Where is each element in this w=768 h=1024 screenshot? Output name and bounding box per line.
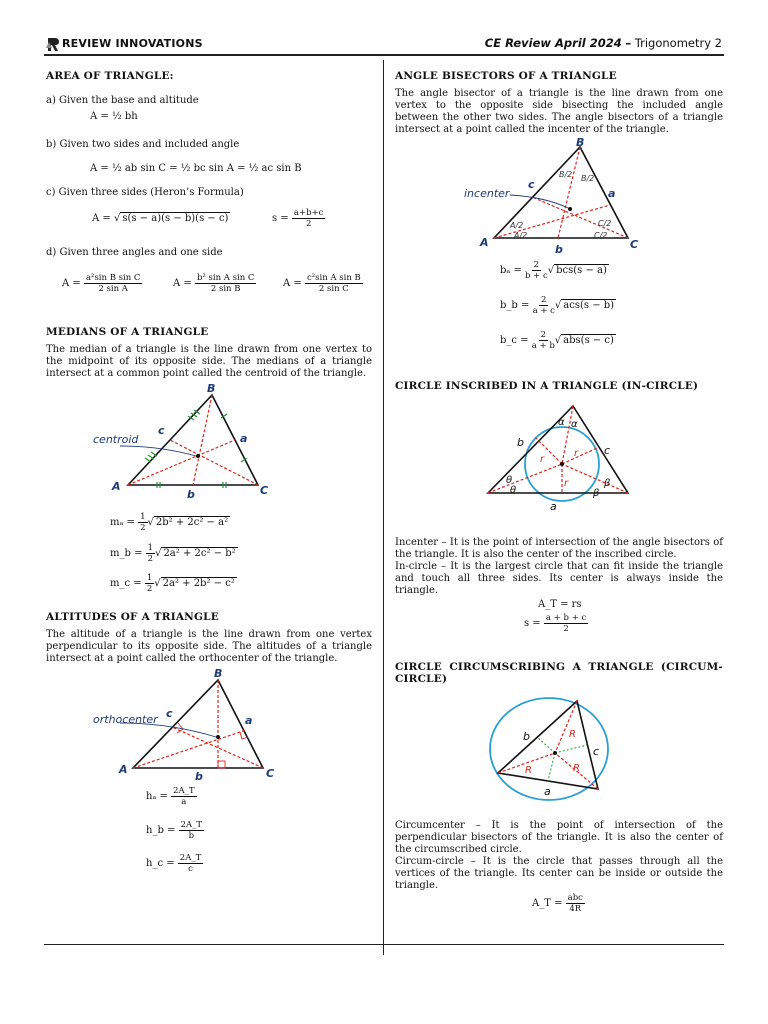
incircle-s-den: 2 xyxy=(563,624,569,634)
hc-num: 2A_T xyxy=(179,853,202,863)
median-b-formula: m_b = $\frac{1}{2}$ √ 2a² + 2c² − b² xyxy=(110,543,236,564)
alpha-left: α xyxy=(558,417,565,428)
area-a-formula: A = ½ bh xyxy=(90,111,138,122)
half-angle-a-upper: A/2 xyxy=(510,221,524,230)
d3-den: 2 sin C xyxy=(318,284,349,294)
incircle-s-fraction xyxy=(544,613,588,634)
incircle-diagram xyxy=(480,400,640,515)
circumcircle-definition: Circum-circle – It is the circle that passes through all the vertices of the triangle. Its center can be inside or outside the triangle. xyxy=(395,856,723,891)
s-fraction xyxy=(292,208,326,229)
ha-den: a xyxy=(181,797,187,807)
incircle-side-b: b xyxy=(517,436,524,449)
bis-vertex-b: B xyxy=(576,136,585,149)
course-name: CE Review April 2024 xyxy=(484,36,622,50)
circum-radius-top: R xyxy=(569,729,576,740)
bc-den: a + b xyxy=(531,341,555,351)
median-a-formula: mₐ = $\frac{1}{2}$ √ 2b² + 2c² − a² xyxy=(110,512,229,533)
theta-upper: θ xyxy=(506,475,513,486)
half-angle-b-left: B/2 xyxy=(559,170,573,179)
bc-radicand: abs(s − c) xyxy=(563,335,614,346)
s-num: a+b+c xyxy=(293,208,324,218)
footer-rule xyxy=(44,944,724,945)
ma-lhs: mₐ = xyxy=(110,517,135,528)
hb-fraction xyxy=(179,820,204,841)
header-rule xyxy=(44,54,724,56)
theta-lower: θ xyxy=(510,485,517,496)
circum-area-lhs: A_T = xyxy=(532,898,563,909)
alt-side-c: c xyxy=(166,707,173,720)
area-d2-formula xyxy=(173,273,256,294)
circum-side-a: a xyxy=(544,785,551,798)
mb-lhs: m_b = xyxy=(110,548,143,559)
s-den: 2 xyxy=(305,219,312,229)
d1-lhs: A = xyxy=(62,278,81,289)
bisector-b-formula: b_b = $\frac{2}{a + c}$ √ acs(s − b) xyxy=(500,295,615,316)
incircle-radius-right: r xyxy=(574,448,579,459)
circumcenter-definition: Circumcenter – It is the point of intersection of the perpendicular bisectors of the triangle. It is also the center of the circumscribed circle. xyxy=(395,820,723,855)
side-b: b xyxy=(187,488,195,501)
bb-fraction xyxy=(533,295,555,316)
altitudes-text: The altitude of a triangle is the line drawn from one vertex perpendicular to its opposite side. The altitudes of a triangle intersect at a point called the orthocenter of the triangle. xyxy=(46,629,372,664)
bb-den: a + c xyxy=(532,306,555,316)
area-d1-formula xyxy=(62,273,142,294)
altitude-b-formula xyxy=(146,820,204,841)
d3-num: c²sin A sin B xyxy=(306,273,361,283)
ha-num: 2A_T xyxy=(173,786,195,796)
incenter-label: incenter xyxy=(464,187,510,200)
mc-lhs: m_c = xyxy=(110,578,142,589)
incenter-definition: Incenter – It is the point of intersection of the angle bisectors of the triangle. It is also the center of the inscribed circle. xyxy=(395,537,723,560)
half-angle-b-right: B/2 xyxy=(581,174,595,183)
d3-lhs: A = xyxy=(283,278,302,289)
d1-den: 2 sin A xyxy=(98,284,128,294)
ma-half-num: 1 xyxy=(140,512,146,522)
herons-lhs: A = xyxy=(92,213,111,224)
d2-den: 2 sin B xyxy=(210,284,241,294)
bb-num: 2 xyxy=(541,295,547,305)
mb-half-den: 2 xyxy=(147,554,154,564)
d3-fraction xyxy=(305,273,363,294)
mc-half xyxy=(145,573,154,594)
circumcircle-diagram xyxy=(485,693,615,805)
bis-side-b: b xyxy=(555,243,563,256)
brand-name: REVIEW INNOVATIONS xyxy=(62,37,203,50)
incircle-title: CIRCLE INSCRIBED IN A TRIANGLE (IN-CIRCLE) xyxy=(395,380,699,392)
hb-num: 2A_T xyxy=(180,820,203,830)
medians-text: The median of a triangle is the line drawn from one vertex to the midpoint of its opposite side. The medians of a triangle intersect at a common point called the centroid of the triangle. xyxy=(46,344,372,379)
incircle-side-c: c xyxy=(604,444,611,457)
herons-radicand: s(s − a)(s − b)(s − c) xyxy=(122,213,229,224)
bisector-a-formula: bₐ = $\frac{2}{b + c}$ √ bcs(s − a) xyxy=(500,260,607,281)
bis-side-a: a xyxy=(608,187,616,200)
d2-num: b² sin A sin C xyxy=(196,273,255,283)
half-angle-c-lower: C/2 xyxy=(594,231,608,240)
ba-num: 2 xyxy=(533,260,540,270)
d2-lhs: A = xyxy=(173,278,192,289)
half-angle-a-lower: A/2 xyxy=(514,231,528,240)
alpha-right: α xyxy=(571,419,578,430)
circumcircle-area-formula xyxy=(532,893,585,914)
ma-half-den: 2 xyxy=(140,523,146,533)
hb-lhs: h_b = xyxy=(146,825,176,836)
ba-fraction xyxy=(525,260,548,281)
vertex-c: C xyxy=(260,484,269,497)
hc-den: c xyxy=(188,864,193,874)
d1-fraction xyxy=(84,273,142,294)
bisectors-diagram xyxy=(460,135,650,257)
incircle-s-num: a + b + c xyxy=(545,613,587,623)
incircle-definition: In-circle – It is the largest circle that can fit inside the triangle and touch all three sides. Its center is always inside the triangle. xyxy=(395,561,723,596)
bisectors-text: The angle bisector of a triangle is the line drawn from one vertex to the opposite side bisecting the included angle between the other two sides. The angle bisectors of a triangle intersect at a point called the incenter of the triangle. xyxy=(395,88,723,135)
incircle-radius-bottom: r xyxy=(564,478,569,489)
ma-half xyxy=(138,512,147,533)
d2-fraction xyxy=(195,273,256,294)
ha-fraction xyxy=(171,786,196,807)
centroid-label: centroid xyxy=(93,433,139,446)
altitudes-title: ALTITUDES OF A TRIANGLE xyxy=(46,611,219,623)
incircle-radius-left: r xyxy=(540,454,545,465)
mb-half xyxy=(146,543,155,564)
circum-area-num: abc xyxy=(567,893,583,903)
ba-den: b + c xyxy=(525,271,548,281)
bc-fraction xyxy=(532,330,555,351)
medians-diagram xyxy=(90,380,290,505)
circum-radius-left: R xyxy=(525,765,532,776)
circum-radius-right: R xyxy=(573,763,580,774)
incircle-s-formula xyxy=(524,613,588,634)
bis-side-c: c xyxy=(528,178,535,191)
incircle-side-a: a xyxy=(550,500,557,513)
orthocenter-label: orthocenter xyxy=(93,713,158,726)
incircle-s-lhs: s = xyxy=(524,618,541,629)
area-c-label: c) Given three sides (Heron’s Formula) xyxy=(46,187,244,198)
side-a: a xyxy=(240,432,248,445)
bb-lhs: b_b = xyxy=(500,300,530,311)
bc-lhs: b_c = xyxy=(500,335,529,346)
vertex-b: B xyxy=(207,382,216,395)
bc-num: 2 xyxy=(540,330,546,340)
circumcircle-title: CIRCLE CIRCUMSCRIBING A TRIANGLE (CIRCUM-CIRCLE) xyxy=(395,661,723,685)
mb-half-num: 1 xyxy=(147,543,154,553)
medians-title: MEDIANS OF A TRIANGLE xyxy=(46,326,209,338)
beta-upper: β xyxy=(604,478,611,489)
side-c: c xyxy=(158,424,165,437)
incircle-area-formula: A_T = rs xyxy=(538,599,582,610)
circum-area-fraction xyxy=(566,893,585,914)
title-dash: – xyxy=(625,36,632,50)
hb-den: b xyxy=(188,831,195,841)
circum-area-den: 4R xyxy=(569,904,582,914)
semi-perimeter-formula xyxy=(272,208,325,229)
area-b-label: b) Given two sides and included angle xyxy=(46,139,240,150)
alt-vertex-a: A xyxy=(119,763,128,776)
bis-vertex-a: A xyxy=(480,236,489,249)
bisectors-title: ANGLE BISECTORS OF A TRIANGLE xyxy=(395,70,617,82)
ba-radicand: bcs(s − a) xyxy=(556,265,607,276)
brand-logo-icon xyxy=(46,36,60,52)
area-d-label: d) Given three angles and one side xyxy=(46,247,223,258)
circum-side-c: c xyxy=(593,745,600,758)
altitude-a-formula xyxy=(146,786,197,807)
area-a-label: a) Given the base and altitude xyxy=(46,95,199,106)
alt-side-b: b xyxy=(195,770,203,783)
bisector-c-formula: b_c = $\frac{2}{a + b}$ √ abs(s − c) xyxy=(500,330,614,351)
ba-lhs: bₐ = xyxy=(500,265,522,276)
area-b-formula: A = ½ ab sin C = ½ bc sin A = ½ ac sin B xyxy=(90,163,302,174)
vertex-a: A xyxy=(112,480,121,493)
altitudes-diagram xyxy=(90,665,290,785)
half-angle-c-upper: C/2 xyxy=(598,219,612,228)
bb-radicand: acs(s − b) xyxy=(563,300,615,311)
bis-vertex-c: C xyxy=(630,238,639,251)
ha-lhs: hₐ = xyxy=(146,791,168,802)
area-d3-formula xyxy=(283,273,363,294)
alt-vertex-c: C xyxy=(266,767,275,780)
mc-half-den: 2 xyxy=(146,584,153,594)
column-divider xyxy=(383,60,384,955)
alt-side-a: a xyxy=(245,714,253,727)
altitude-c-formula xyxy=(146,853,203,874)
area-title: AREA OF TRIANGLE: xyxy=(46,70,174,82)
hc-lhs: h_c = xyxy=(146,858,175,869)
mc-radicand: 2a² + 2b² − c² xyxy=(162,578,235,589)
course-title xyxy=(485,36,722,50)
herons-formula: A = √ s(s − a)(s − b)(s − c) xyxy=(92,213,229,224)
topic-name: Trigonometry 2 xyxy=(634,36,722,50)
s-lhs: s = xyxy=(272,213,289,224)
alt-vertex-b: B xyxy=(214,667,223,680)
circum-side-b: b xyxy=(523,730,530,743)
beta-lower: β xyxy=(593,488,600,499)
mc-half-num: 1 xyxy=(146,573,153,583)
hc-fraction xyxy=(178,853,203,874)
d1-num: a²sin B sin C xyxy=(85,273,141,283)
mb-radicand: 2a² + 2c² − b² xyxy=(163,548,236,559)
ma-radicand: 2b² + 2c² − a² xyxy=(155,517,229,528)
median-c-formula: m_c = $\frac{1}{2}$ √ 2a² + 2b² − c² xyxy=(110,573,235,594)
